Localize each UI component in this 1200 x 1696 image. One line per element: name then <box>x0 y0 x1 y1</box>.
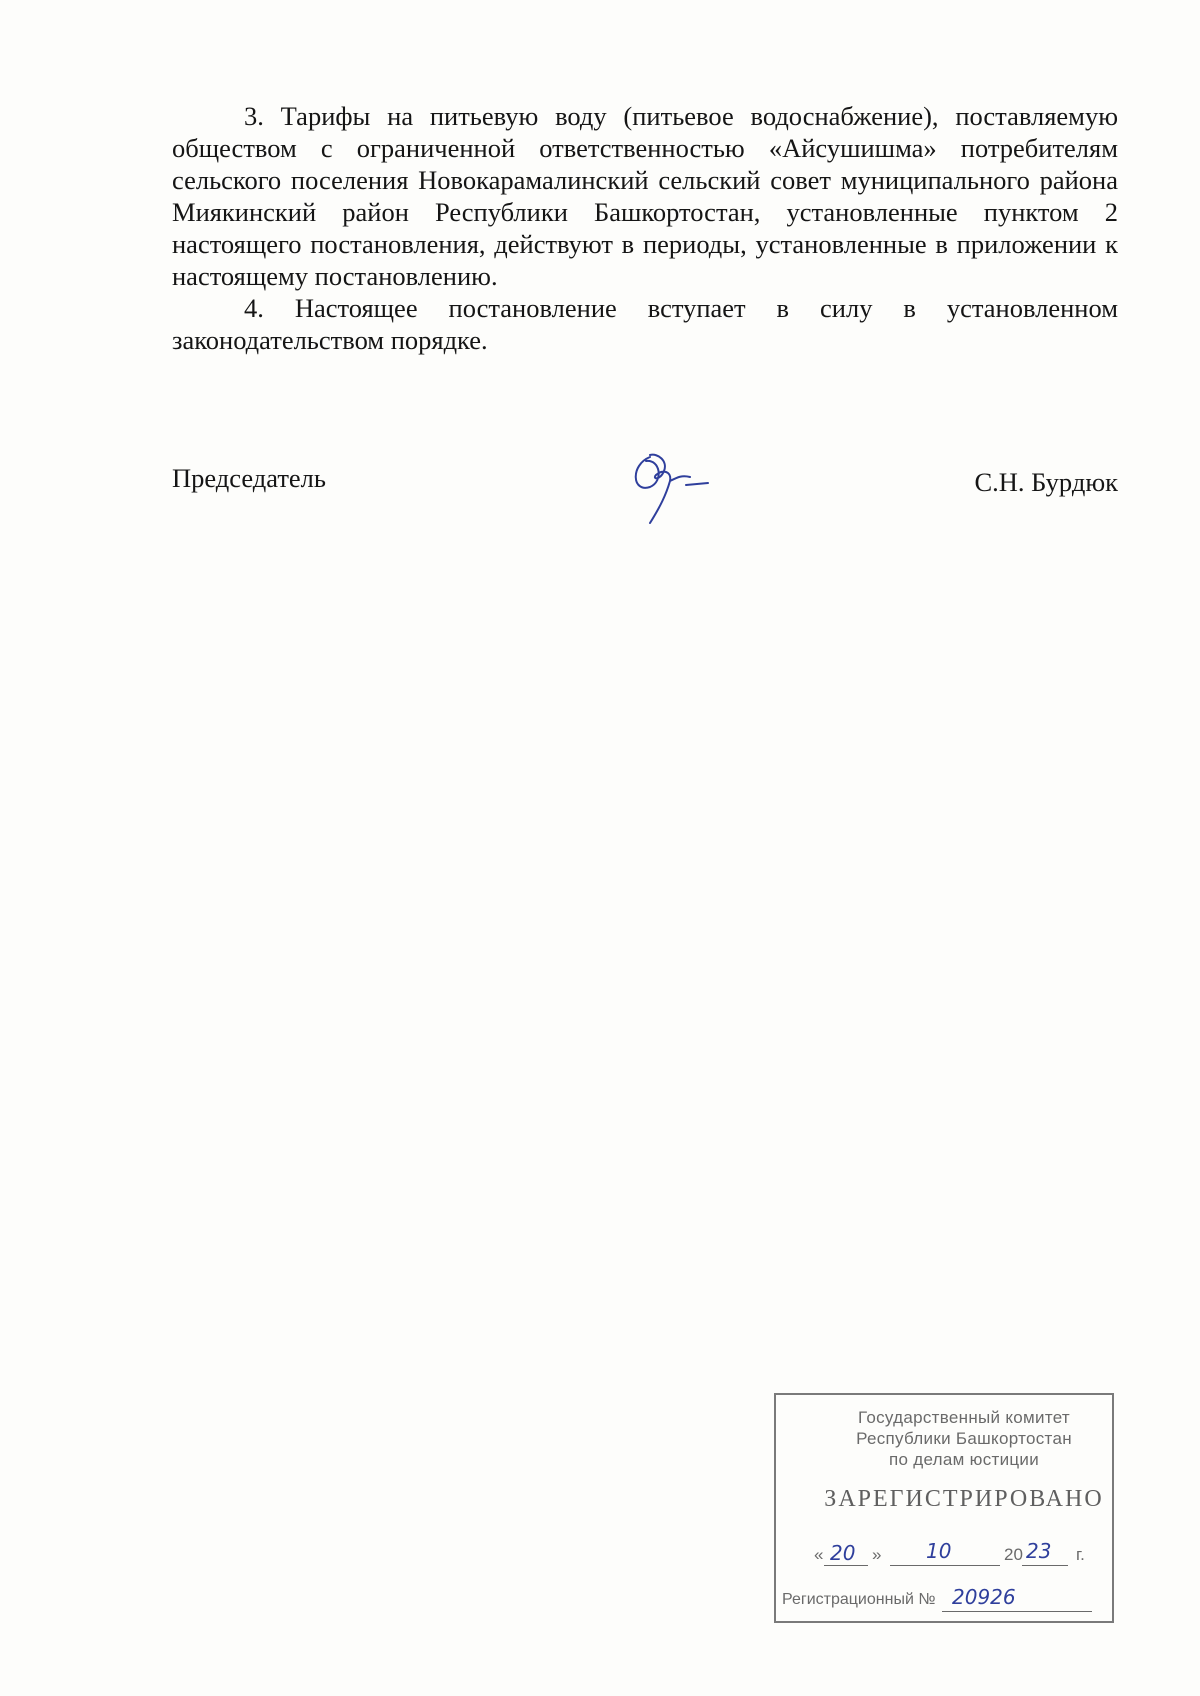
stamp-organization <box>816 1407 1112 1470</box>
signature-block <box>172 455 1118 535</box>
date-year-prefix: 20 <box>1004 1545 1023 1564</box>
date-open-quote: « <box>814 1545 824 1564</box>
date-day: 20 <box>830 1541 856 1565</box>
handwritten-signature-icon <box>620 435 710 525</box>
date-month: 10 <box>926 1539 952 1563</box>
date-year-abbrev: г. <box>1076 1545 1085 1564</box>
stamp-registration-number <box>782 1587 1108 1615</box>
document-body <box>172 100 1118 356</box>
signatory-name: С.Н. Бурдюк <box>974 467 1118 497</box>
signatory-title: Председатель <box>172 463 326 493</box>
reg-number-value: 20926 <box>952 1585 1016 1609</box>
date-year-suffix: 23 <box>1026 1539 1052 1563</box>
registration-stamp <box>774 1393 1114 1623</box>
stamp-org-line-2: Республики Башкортостан <box>856 1429 1072 1448</box>
reg-number-label: Регистрационный № <box>782 1591 936 1608</box>
date-close-quote: » <box>872 1545 882 1564</box>
paragraph-4: 4. Настоящее постановление вступает в силу в установленном законодательством порядке. <box>172 293 1118 355</box>
stamp-org-line-3: по делам юстиции <box>888 1450 1040 1469</box>
stamp-registered-label: ЗАРЕГИСТРИРОВАНО <box>824 1486 1104 1512</box>
paragraph-3: 3. Тарифы на питьевую воду (питьевое водоснабжение), поставляемую обществом с ограниченной ответственностью «Айсушишма» потребителям сельского поселения Новокарамалинский сельский совет муниципального района Миякинский район Республики Башкортостан, установленные пунктом 2 настоящего постановления, действуют в периоды, установленные в приложении к настоящему постановлению. <box>172 101 1118 291</box>
stamp-org-line-1: Государственный комитет <box>857 1408 1071 1427</box>
stamp-date <box>814 1541 1104 1571</box>
